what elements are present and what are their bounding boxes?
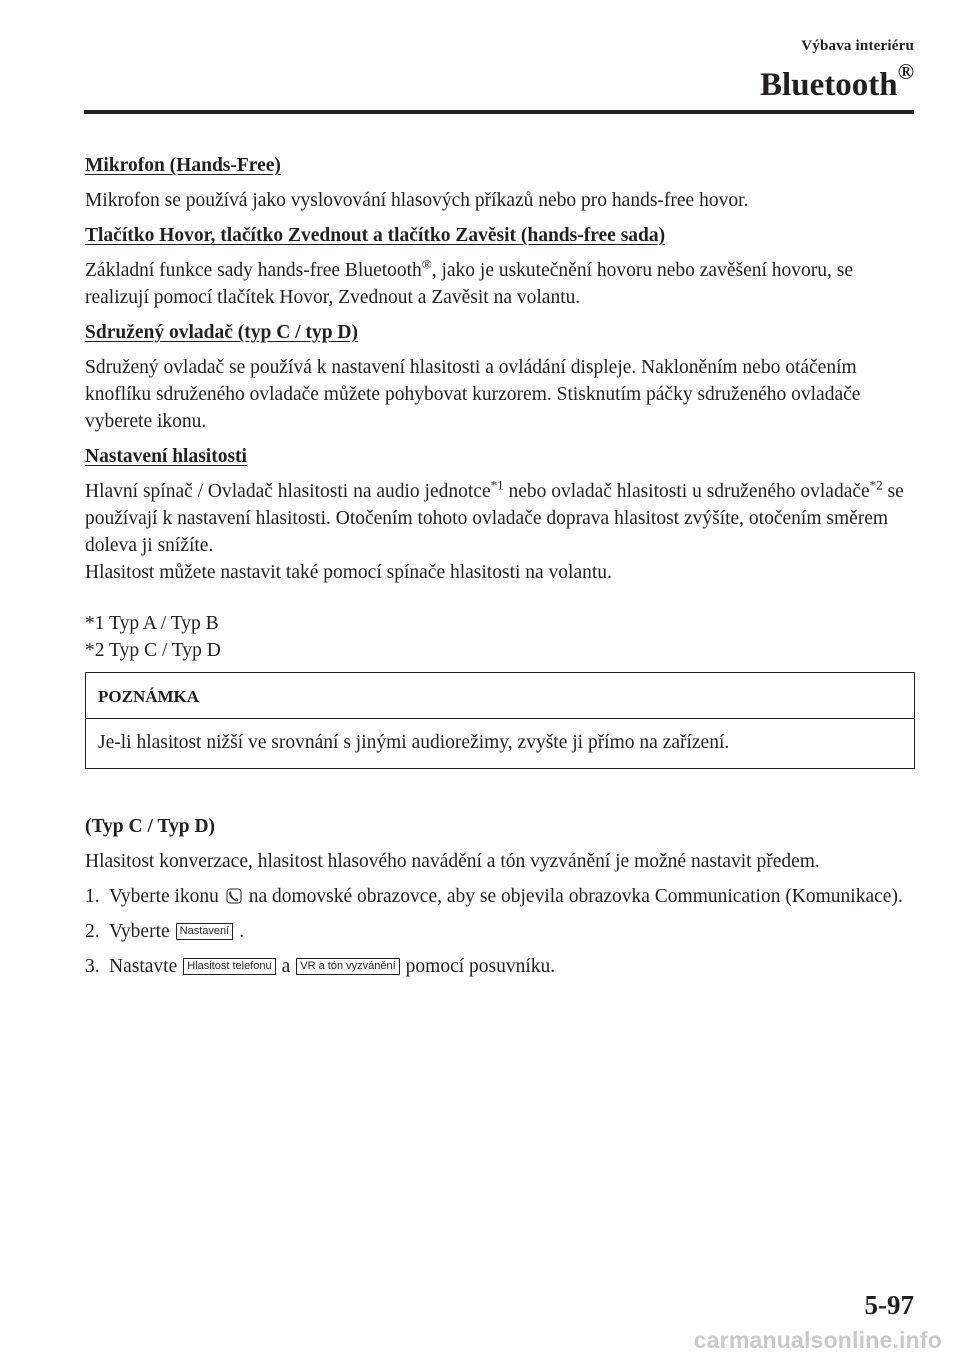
step-3-number: 3. — [85, 956, 100, 977]
step-1-text-a: Vyberte ikonu — [109, 886, 219, 907]
communication-icon — [226, 885, 242, 901]
step-3 — [85, 953, 915, 980]
paragraph-call-buttons-part-b: , jako je uskutečnění hovoru nebo zavěšení hovoru, se realizují pomocí tlačítek Hovor, Zvednout a Zavěsit na volantu. — [85, 260, 854, 308]
footnote-2: *2 Typ C / Typ D — [85, 640, 221, 661]
note-title: POZNÁMKA — [86, 673, 914, 719]
heading-microphone: Mikrofon (Hands-Free) — [85, 155, 281, 176]
step-3-conjunction: a — [281, 956, 291, 977]
footnote-ref-1: *1 — [490, 477, 504, 493]
paragraph-volume-part-a: Hlavní spínač / Ovladač hlasitosti na audio jednotce — [85, 481, 491, 502]
step-1 — [85, 883, 915, 910]
step-2-body — [109, 918, 915, 945]
subheading-typ-cd: (Typ C / Typ D) — [85, 816, 216, 837]
footnote-1: *1 Typ A / Typ B — [85, 613, 219, 634]
header-title-text: Bluetooth — [760, 67, 898, 103]
registered-mark-inline: ® — [421, 256, 432, 272]
note-box — [85, 672, 915, 769]
step-3-body — [109, 953, 915, 980]
step-3-text-a: Nastavte — [109, 956, 178, 977]
heading-volume: Nastavení hlasitosti — [85, 446, 247, 467]
page-number: 5-97 — [864, 1290, 914, 1320]
paragraph-volume-steering: Hlasitost můžete nastavit také pomocí spínače hlasitosti na volantu. — [85, 562, 612, 583]
page-content — [85, 152, 915, 988]
footnote-ref-2: *2 — [869, 477, 883, 493]
step-2-text-b: . — [239, 921, 245, 942]
header-title — [760, 56, 914, 105]
header-rule — [84, 110, 914, 114]
heading-commander: Sdružený ovladač (typ C / typ D) — [85, 322, 359, 343]
paragraph-call-buttons-part-a: Základní funkce sady hands-free Bluetooth — [85, 260, 422, 281]
paragraph-typ-cd: Hlasitost konverzace, hlasitost hlasového navádění a tón vyzvánění je možné nastavit předem. — [85, 851, 820, 872]
step-2 — [85, 918, 915, 945]
registered-mark: ® — [897, 59, 914, 84]
note-text: Je-li hlasitost nižší ve srovnání s jinými audiorežimy, zvyšte ji přímo na zařízení. — [98, 732, 730, 753]
spacer — [85, 594, 915, 610]
paragraph-volume — [85, 478, 915, 559]
step-2-text-a: Vyberte — [109, 921, 170, 942]
watermark: carmanualsonline.info — [693, 1327, 942, 1353]
step-3-text-b: pomocí posuvníku. — [405, 956, 556, 977]
paragraph-volume-part-b: nebo ovladač hlasitosti u sdruženého ovladače — [503, 481, 870, 502]
phone-volume-button[interactable]: Hlasitost telefonu — [183, 958, 275, 975]
vr-ringtone-button[interactable]: VR a tón vyzvánění — [296, 958, 399, 975]
header-section-label: Výbava interiéru — [801, 38, 914, 54]
paragraph-volume-part-c: se používají k nastavení hlasitosti. Otočením tohoto ovladače doprava hlasitost zvýšíte, otočením směrem doleva ji snížíte. — [85, 481, 904, 556]
step-2-number: 2. — [85, 921, 100, 942]
paragraph-call-buttons — [85, 257, 915, 311]
step-1-number: 1. — [85, 886, 100, 907]
paragraph-microphone: Mikrofon se používá jako vyslovování hlasových příkazů nebo pro hands-free hovor. — [85, 190, 749, 211]
paragraph-commander: Sdružený ovladač se používá k nastavení hlasitosti a ovládání displeje. Nakloněním nebo otáčením knoflíku sdruženého ovladače můžete pohybovat kurzorem. Stisknutím páčky sdruženého ovladače vyberete ikonu. — [85, 357, 861, 432]
step-1-body — [109, 883, 915, 910]
settings-button[interactable]: Nastavení — [176, 923, 234, 940]
step-1-text-b: na domovské obrazovce, aby se objevila obrazovka Communication (Komunikace). — [248, 886, 903, 907]
heading-call-buttons: Tlačítko Hovor, tlačítko Zvednout a tlačítko Zavěsit (hands-free sada) — [85, 225, 666, 246]
